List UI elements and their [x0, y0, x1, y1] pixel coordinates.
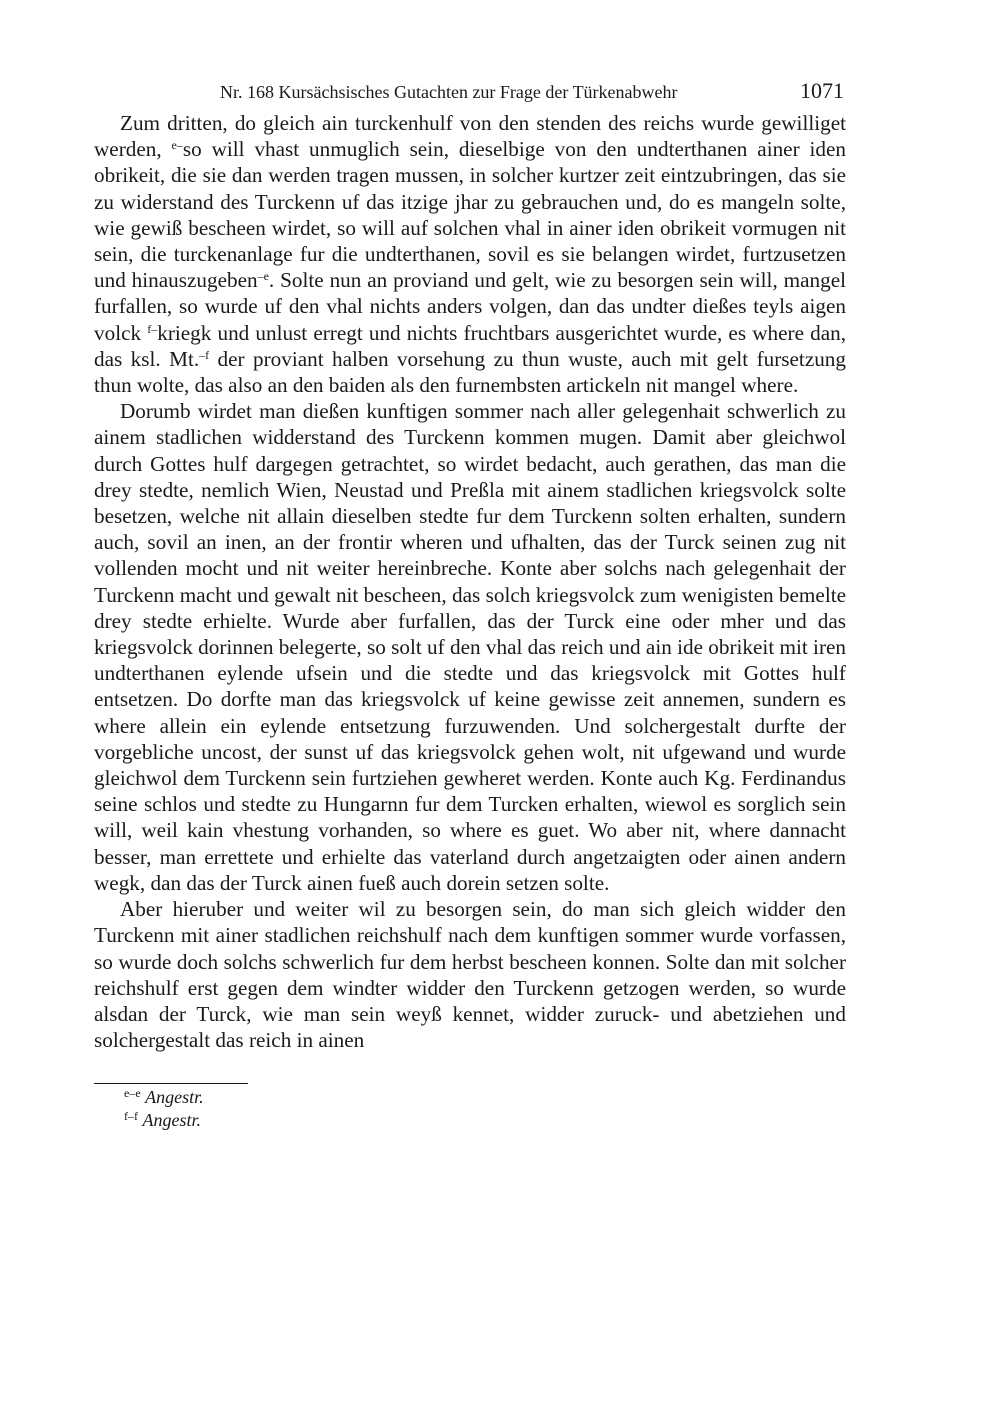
apparatus-mark-e-close: –e [257, 269, 269, 284]
footnote-rule [94, 1083, 248, 1084]
body-text [94, 110, 846, 1053]
footnote-f-text: Angestr. [142, 1110, 201, 1131]
footnote-f [124, 1109, 846, 1132]
apparatus-mark-f-open: f– [147, 321, 158, 336]
apparatus-mark-f-close: –f [199, 347, 210, 362]
paragraph-1-text-d: kriegk und unlust erregt und nichts fruchtbars ausgerichtet wurde, es where dan, das ksl. Mt. [94, 320, 846, 371]
footnote-e-mark: e–e [124, 1086, 141, 1101]
footnote-e [124, 1086, 846, 1109]
paragraph-1-text-e: der proviant halben vorsehung zu thun wuste, auch mit gelt fursetzung thun wolte, das also an den baiden als den furnembsten artickeln nit mangel where. [94, 346, 846, 398]
paragraph-1-text-c: . Solte nun an proviand und gelt, wie zu besorgen sein will, mangel furfallen, so wurde uf den vhal nichts anders volgen, dan das undter dießes teyls aigen volck [94, 268, 847, 345]
paragraph-1 [94, 110, 846, 398]
paragraph-3: Aber hieruber und weiter wil zu besorgen sein, do man sich gleich widder den Turckenn mit ainer stadlichen reichshulf nach dem kunftigen sommer wurde vorfassen, so wurde doch solchs schwerlich fur dem herbst bescheen konnen. Solte dan mit solcher reichshulf erst gegen dem windter widder den Turckenn getzogen werden, so wurde alsdan der Turck, wie man sein weyß kennet, widder zuruck- und abetziehen und solchergestalt das reich in ainen [94, 897, 846, 1053]
paragraph-2: Dorumb wirdet man dießen kunftigen sommer nach aller gelegenhait schwerlich zu ainem stadlichen widderstand des Turckenn kommen mugen. Damit aber gleichwol durch Gottes hulf dargegen getrachtet, so wirdet bedacht, auch gerathen, das man die drey stedte, nemlich Wien, Neustad und Preßla mit ainem stadlichen kriegsvolck solte besetzen, welche nit allain dieselben stedte fur dem Turckenn solten erhalten, sundern auch, sovil an inen, an der frontir wheren und ufhalten, das der Turck seinen zug nit vollenden mocht und nit weiter hereinbreche. Konte aber solchs nach gelegenhait der Turckenn macht und gewalt nit bescheen, das solch kriegsvolck zum wenigisten bemelte drey stedte erhielte. Wurde aber furfallen, das der Turck eine oder mher und das kriegsvolck dorinnen belegerte, so solt uf den vhal das reich und ain ide obrikeit mit iren undterthanen eylende ufsein und die stedte und das kriegsvolck mit Gottes hulf entsetzen. Do dorfte man das kriegsvolck uf keine gewisse zeit annemen, sundern es where allein ein eylende entsetzung furzuwenden. Und solchergestalt durfte der vorgebliche uncost, der sunst uf das kriegsvolck gehen wolt, nit ufgewand und wurde gleichwol dem Turckenn sein furtziehen gewheret werden. Konte auch Kg. Ferdinandus seine schlos und stedte zu Hungarnn fur dem Turcken erhalten, wiewol es sorglich sein will, weil kain vhestung vorhanden, so where es guet. Wo aber nit, where dannacht besser, man errettete und erhielte das vaterland durch angetzaigten oder ainen andern wegk, dan das der Turck ainen fueß auch dorein setzen solte. [94, 399, 846, 895]
footnote-f-mark: f–f [124, 1109, 138, 1124]
running-title: Nr. 168 Kursächsisches Gutachten zur Frage der Türkenabwehr [220, 82, 678, 102]
page [94, 70, 846, 1132]
footnote-e-text: Angestr. [145, 1087, 204, 1108]
apparatus-mark-e-open: e– [171, 138, 183, 153]
page-number: 1071 [800, 78, 844, 103]
footnotes [94, 1086, 846, 1132]
running-head [94, 70, 846, 110]
paragraph-1-text-b: so will vhast unmuglich sein, dieselbige von den undterthanen ainer iden obrikeit, die sie dan werden tragen mussen, in solcher kurtzer zeit eintzubringen, das sie zu widerstand des Turckenn uf das itzige jhar zu gebrauchen und, do es mangeln solte, wie gewiß bescheen wirdet, so will auf solchen vhal in ainer iden obrikeit vormugen nit sein, die turckenanlage fur die undterthanen, sovil es sie belangen wirdet, furtzusetzen und hinauszugeben [94, 137, 846, 293]
paragraph-1-text-a: Zum dritten, do gleich ain turckenhulf von den stenden des reichs wurde gewilliget werden, [94, 111, 846, 162]
